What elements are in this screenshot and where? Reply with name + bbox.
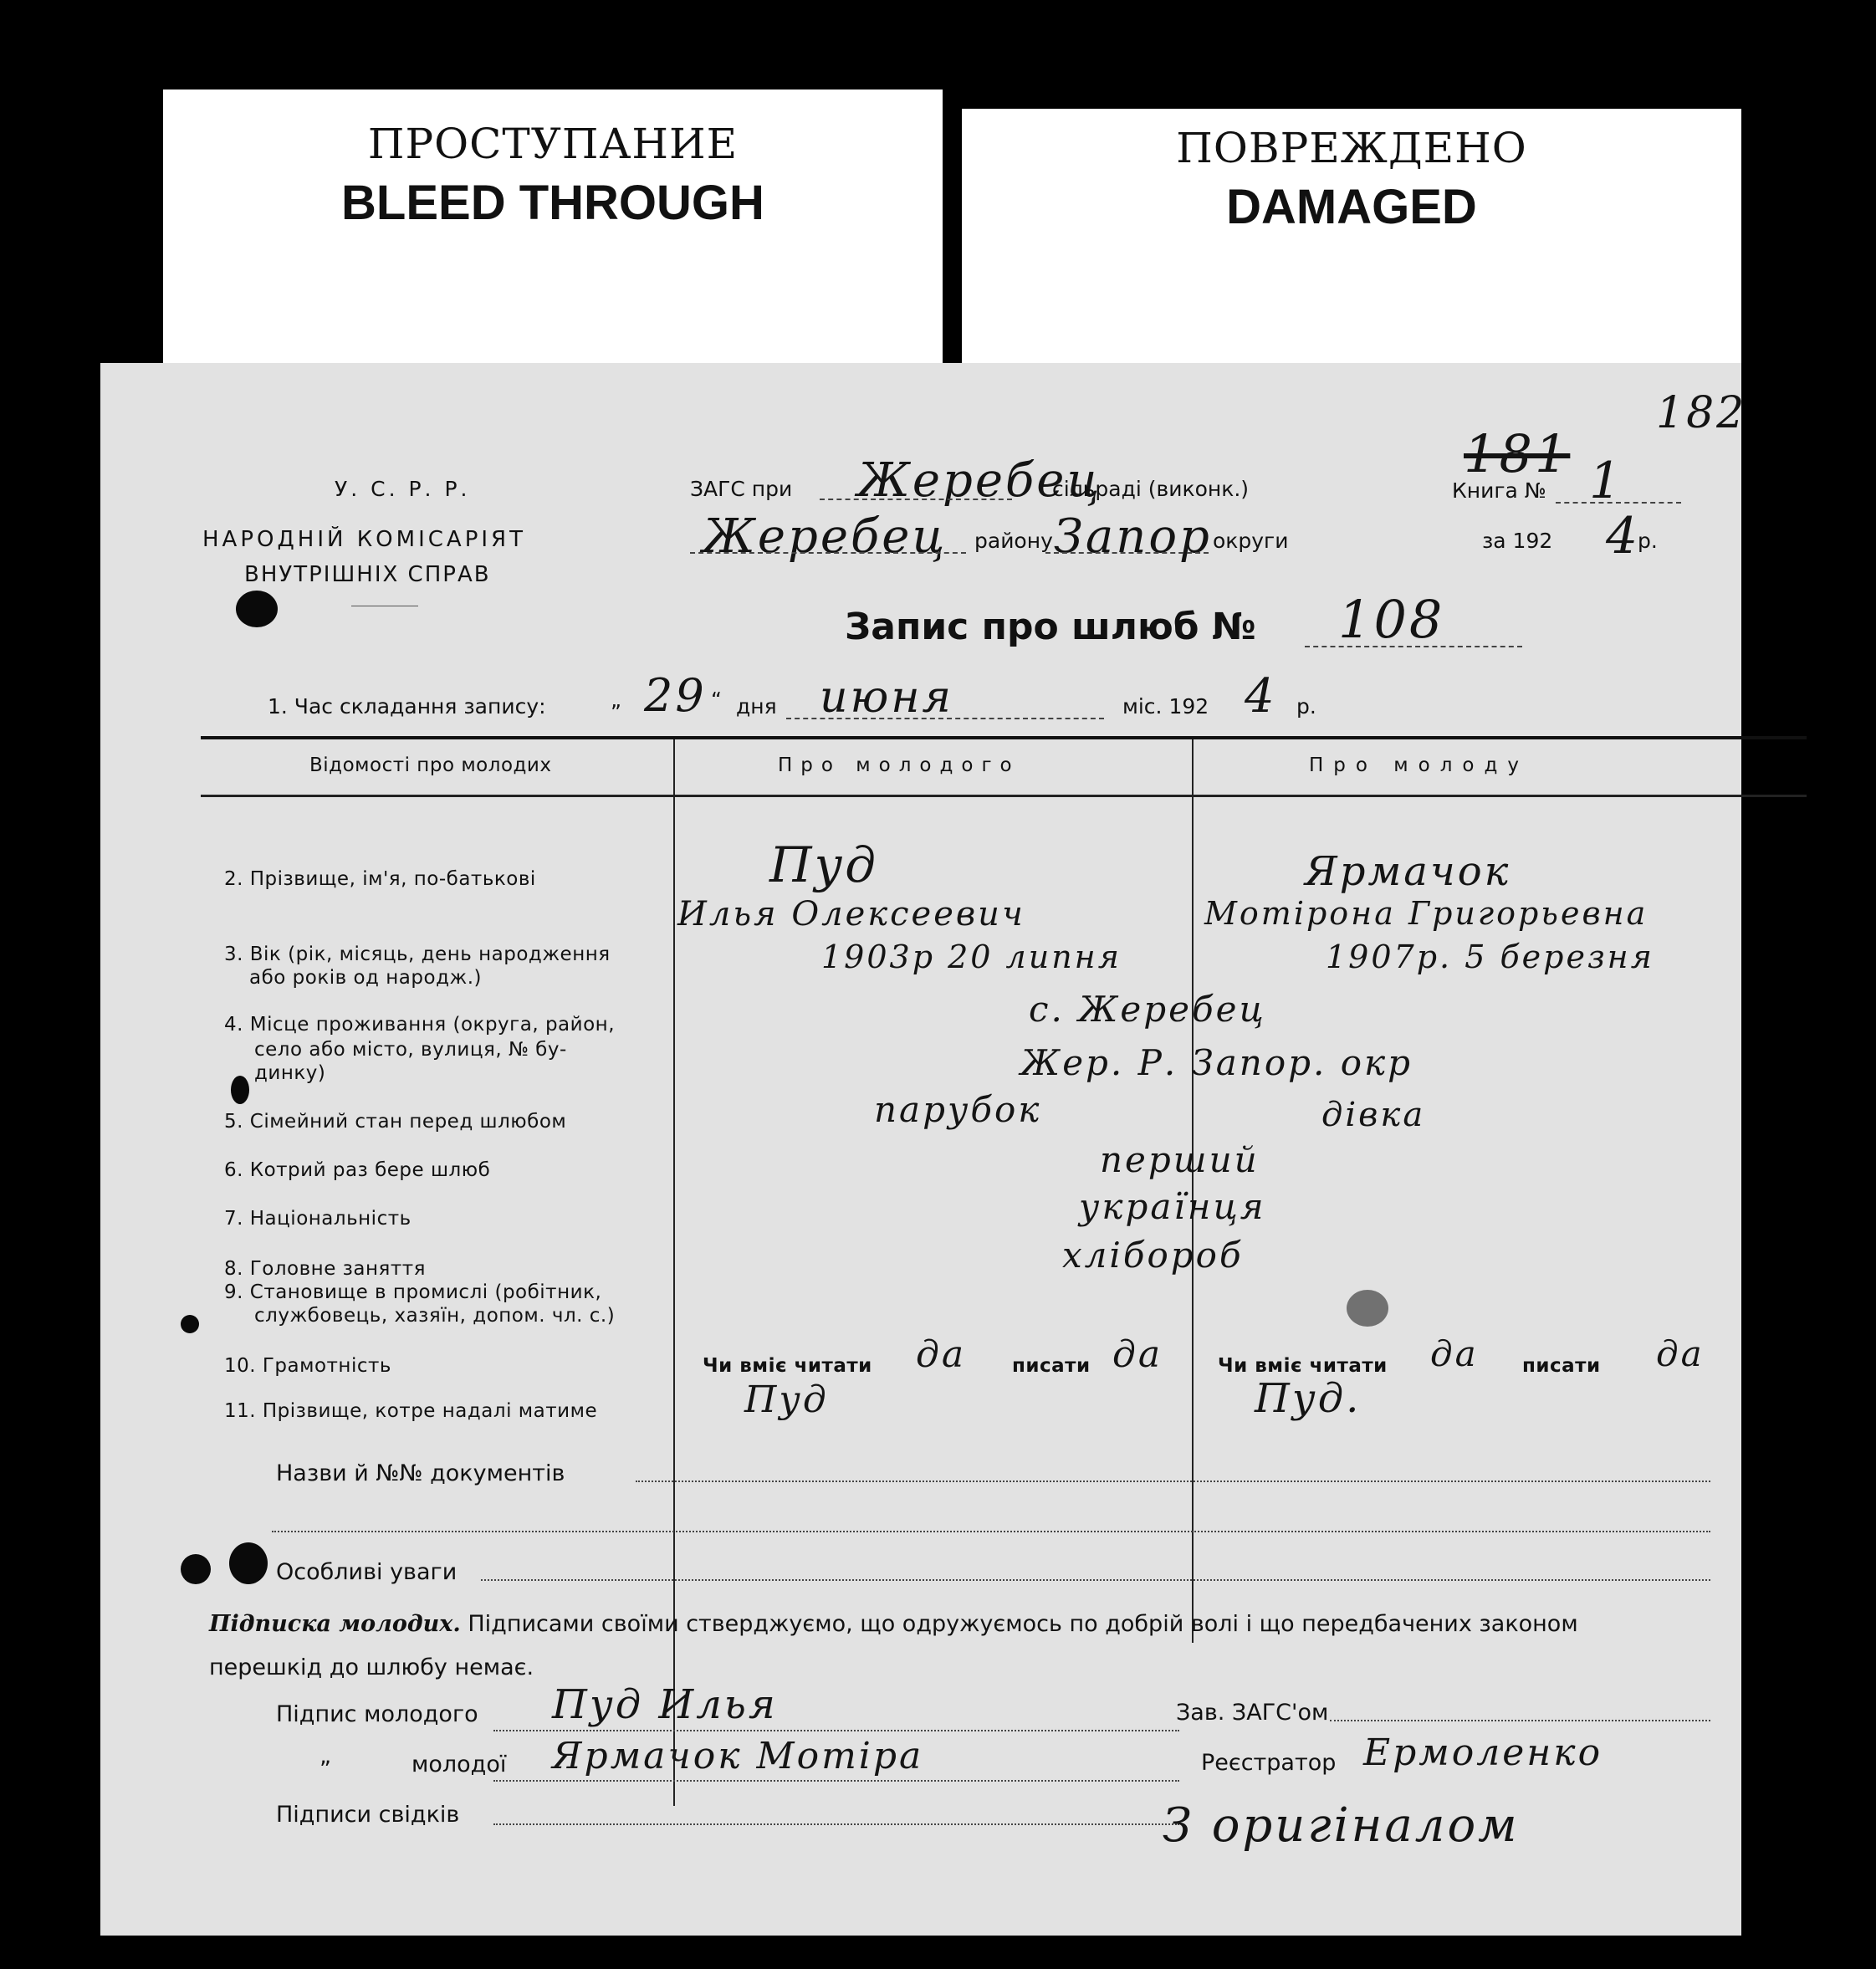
bleed-through-ru: ПРОСТУПАНИЕ [367, 120, 739, 168]
date-quote-close: “ [711, 688, 722, 712]
bleed-through-card [163, 90, 943, 366]
date-suffix: р. [1296, 694, 1316, 719]
book-number: 1 [1589, 452, 1624, 510]
row-4-label-c: динку) [254, 1062, 326, 1084]
record-number-line [1305, 646, 1522, 647]
marriage-record-form [100, 363, 1747, 1936]
bride-future-surname: Пуд. [1255, 1375, 1362, 1422]
district-name: Жеребец [703, 509, 948, 564]
district-label: району [974, 529, 1053, 553]
marriage-count: перший [1100, 1139, 1260, 1180]
bride-birth: 1907р. 5 березня [1326, 938, 1654, 975]
row-9-label-a: 9. Становище в промислі (робітник, [224, 1281, 602, 1303]
punch-hole [181, 1315, 199, 1333]
residence-line-1: с. Жеребец [1029, 989, 1266, 1030]
notes-label: Особливі уваги [276, 1559, 457, 1585]
col-groom-header: Про молодого [778, 754, 1020, 776]
registrar-label: Реєстратор [1201, 1750, 1337, 1776]
district-line [690, 552, 966, 554]
col-bride-header: Про молоду [1309, 754, 1529, 776]
documents-line-1 [636, 1481, 1710, 1482]
groom-read-label: Чи вміє читати [703, 1355, 872, 1377]
groom-signature: Пуд Илья [552, 1681, 778, 1728]
date-quote-open: „ [611, 688, 621, 712]
struck-page-number: 181 [1464, 423, 1571, 484]
damaged-card [962, 109, 1741, 364]
column-divider-1 [673, 739, 675, 1806]
bride-read-value: да [1430, 1333, 1479, 1374]
book-line [1556, 502, 1681, 504]
subscription-text-1: Підписами своїми стверджуємо, що одружуємось по добрій волі і що передбачених законом [468, 1611, 1578, 1637]
row-4-label-b: село або місто, вулиця, № бу- [254, 1039, 567, 1061]
registrar-signature: Ермоленко [1363, 1731, 1603, 1774]
row-4-label-a: 4. Місце проживання (округа, район, [224, 1014, 616, 1036]
row-6-label: 6. Котрий раз бере шлюб [224, 1159, 491, 1181]
row-3-label-b: або років од народж.) [249, 967, 482, 989]
date-month-word: міс. 192 [1122, 694, 1209, 719]
bride-write-label: писати [1522, 1355, 1601, 1377]
row-7-label: 7. Національність [224, 1208, 411, 1230]
col-info-header: Відомості про молодих [309, 754, 552, 776]
zags-label: ЗАГС при [690, 477, 793, 501]
bride-marital-status: дівка [1321, 1096, 1426, 1134]
documents-line-2 [272, 1531, 1710, 1532]
occupation: хлібороб [1062, 1235, 1244, 1276]
page-number: 182 [1656, 388, 1747, 438]
bride-surname: Ярмачок [1305, 848, 1511, 895]
bride-names: Мотірона Григорьевна [1204, 895, 1649, 932]
punch-hole [231, 1076, 249, 1104]
documents-label: Назви й №№ документів [276, 1460, 565, 1486]
record-day: 29 [644, 669, 707, 722]
zags-head-label: Зав. ЗАГС'ом [1176, 1700, 1329, 1726]
year-suffix: р. [1638, 529, 1658, 553]
witnesses-label: Підписи свідків [276, 1802, 460, 1828]
damaged-ru: ПОВРЕЖДЕНО [1176, 124, 1527, 172]
damaged-en: DAMAGED [1226, 180, 1477, 234]
punch-hole [236, 591, 278, 627]
commissariat-label: НАРОДНІЙ КОМІСАРІЯТ [202, 527, 526, 552]
bride-signature-label: молодої [411, 1752, 507, 1777]
date-label: 1. Час складання запису: [268, 694, 546, 719]
row-10-label: 10. Грамотність [224, 1355, 391, 1377]
zags-line [820, 499, 1012, 500]
notes-line [481, 1579, 1710, 1581]
zags-head-line [1330, 1720, 1710, 1721]
groom-birth: 1903р 20 липня [821, 938, 1122, 975]
bride-signature-line [493, 1780, 1179, 1782]
groom-names: Илья Олексеевич [677, 895, 1025, 933]
witnesses-line [493, 1823, 1179, 1825]
table-top-rule [201, 736, 1807, 739]
punch-hole [229, 1542, 268, 1584]
zags-council-label: сільраді (виконк.) [1052, 477, 1250, 501]
date-day-word: дня [736, 694, 777, 719]
groom-surname: Пуд [769, 836, 878, 893]
ditto-mark: „ [319, 1743, 331, 1769]
okrug-line [1045, 552, 1209, 554]
okrug-label: округи [1213, 529, 1289, 553]
groom-signature-label: Підпис молодого [276, 1701, 478, 1727]
date-month-line [786, 718, 1104, 719]
row-11-label: 11. Прізвище, котре надалі матиме [224, 1400, 598, 1422]
record-title: Запис про шлюб № [845, 606, 1256, 648]
ussr-label: У. С. Р. Р. [335, 477, 471, 501]
row-5-label: 5. Сімейний стан перед шлюбом [224, 1111, 567, 1133]
groom-signature-line [493, 1730, 1179, 1731]
groom-write-label: писати [1012, 1355, 1091, 1377]
table-header-rule [201, 795, 1807, 797]
row-2-label: 2. Прізвище, ім'я, по-батькові [224, 868, 536, 890]
record-month: июня [820, 673, 953, 723]
subscription-heading: Підписка молодих. [209, 1611, 461, 1637]
zags-village: Жеребец [857, 453, 1102, 508]
row-8-label: 8. Головне заняття [224, 1258, 427, 1280]
bleed-through-en: BLEED THROUGH [341, 176, 764, 230]
punch-hole [181, 1554, 211, 1584]
okrug-name: Запор [1054, 509, 1212, 564]
internal-affairs-label: ВНУТРІШНІХ СПРАВ [244, 562, 491, 587]
row-9-label-b: службовець, хазяїн, допом. чл. с.) [254, 1305, 616, 1327]
groom-marital-status: парубок [874, 1089, 1042, 1130]
row-3-label-a: 3. Вік (рік, місяць, день народження [224, 944, 611, 965]
original-note: З оригіналом [1163, 1798, 1520, 1853]
nationality: українця [1079, 1186, 1266, 1227]
bride-signature: Ярмачок Мотіра [552, 1735, 924, 1777]
bride-write-value: да [1656, 1333, 1705, 1374]
groom-write-value: да [1112, 1333, 1163, 1376]
book-label: Книга № [1452, 478, 1546, 503]
groom-future-surname: Пуд [744, 1378, 829, 1421]
year-label: за 192 [1482, 529, 1553, 553]
bride-read-label: Чи вміє читати [1218, 1355, 1388, 1377]
record-year-digit: 4 [1245, 669, 1277, 724]
year-digit: 4 [1606, 507, 1641, 565]
subscription-line-2: перешкід до шлюбу немає. [209, 1654, 534, 1680]
subscription-line-1 [209, 1611, 1578, 1637]
record-number: 108 [1338, 589, 1445, 650]
ink-blot [1347, 1290, 1388, 1327]
residence-line-2: Жер. Р. Запор. окр [1020, 1042, 1413, 1083]
groom-read-value: да [916, 1333, 967, 1376]
